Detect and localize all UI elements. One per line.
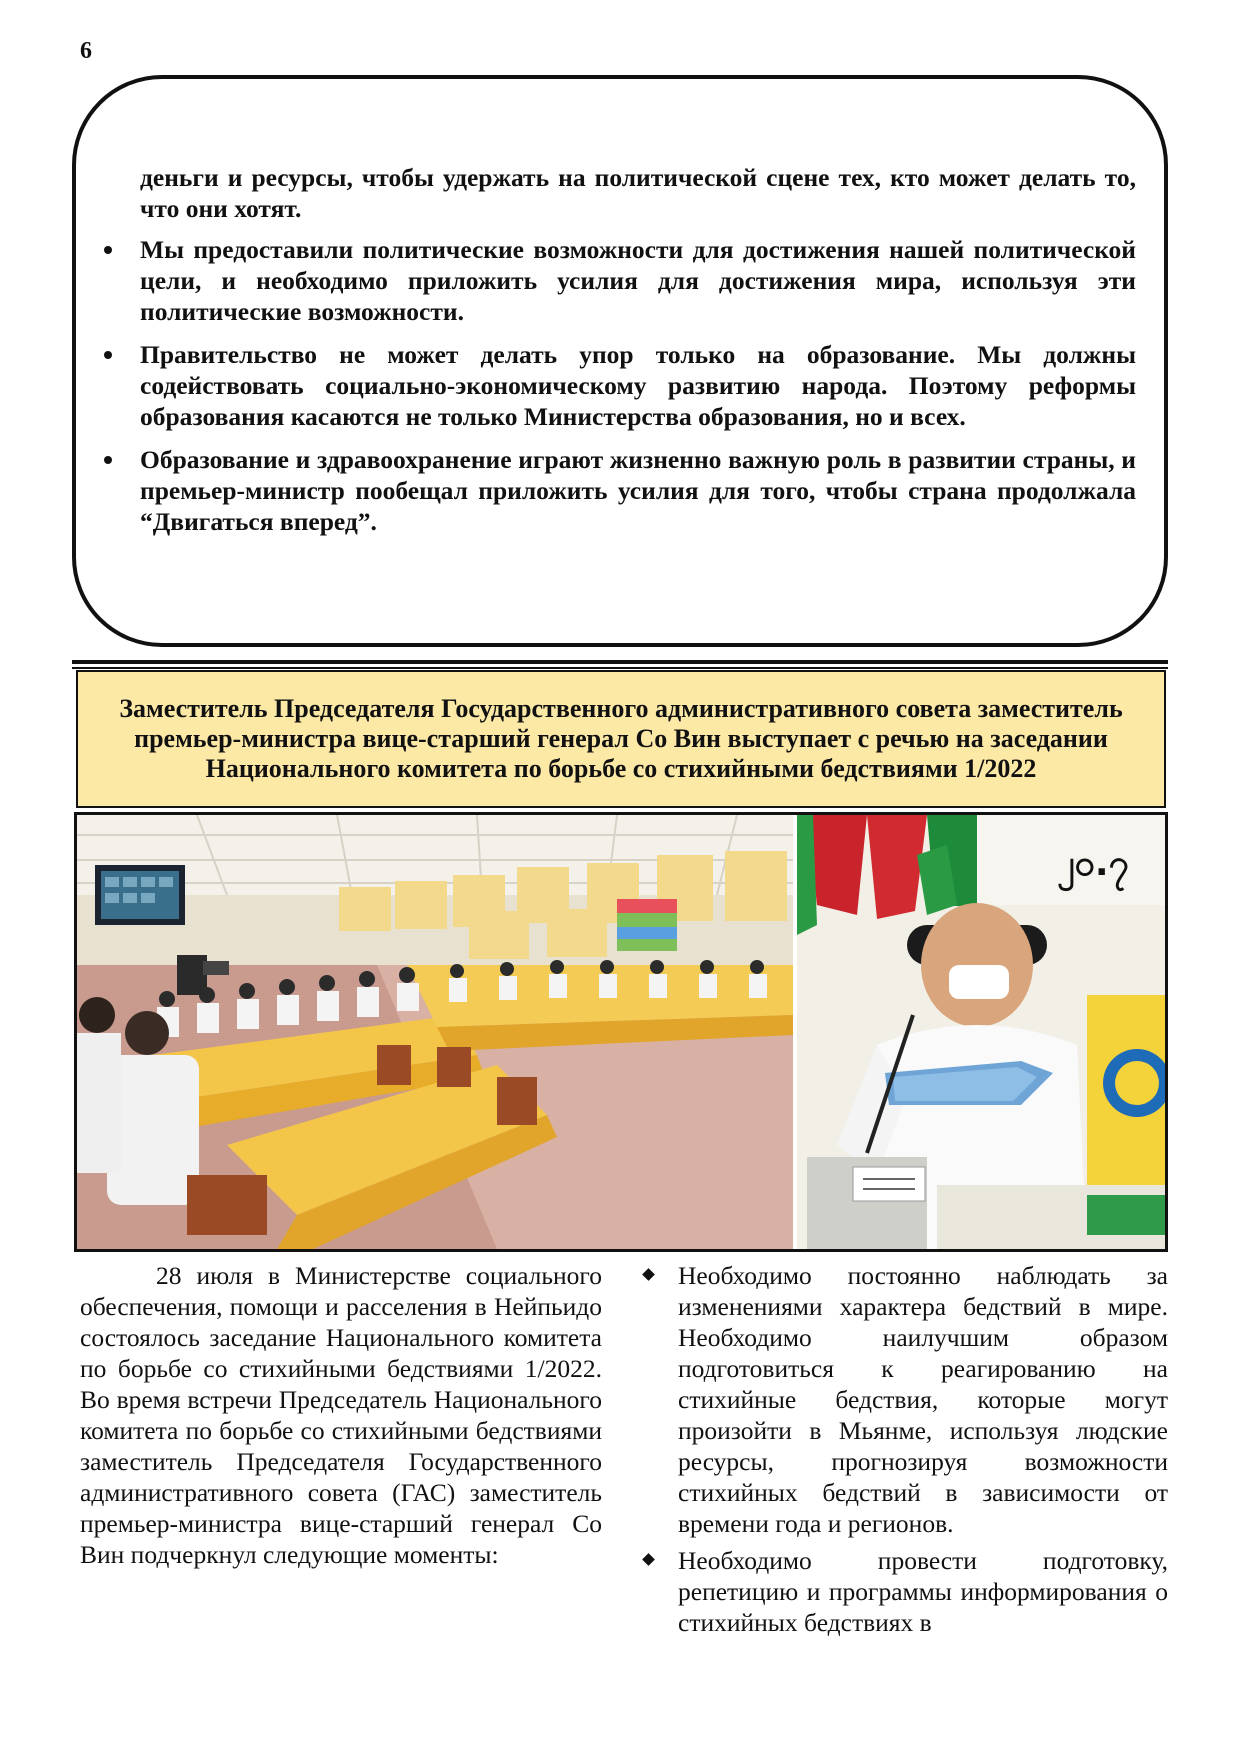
- box-bullet-item: [100, 234, 1136, 327]
- article-left-column: [80, 1260, 602, 1570]
- box-bullet-list: [100, 234, 1136, 537]
- meeting-hall-photo: [77, 815, 793, 1249]
- box-bullet-text: Правительство не может делать упор только на образование. Мы должны содействовать социально-экономическому развитию народа. Поэтому реформы образования касаются не только Министерства образования, но и всех.: [140, 340, 1136, 431]
- speaker-photo: [797, 815, 1165, 1249]
- article-right-column: [640, 1260, 1168, 1644]
- banner-text: ၂၀.၇: [1057, 843, 1129, 884]
- box-bullet-text: Мы предоставили политические возможности для достижения нашей политической цели, и необходимо приложить усилия для достижения мира, используя эти политические возможности.: [140, 235, 1136, 326]
- article-bullet-item: [640, 1545, 1168, 1638]
- bullet-icon: [104, 456, 112, 464]
- bullet-icon: [104, 246, 112, 254]
- article-paragraph: 28 июля в Министерстве социального обеспечения, помощи и расселения в Нейпьидо состоялось заседание Национального комитета по борьбе со стихийными бедствиями 1/2022. Во время встречи Председатель Национального комитета по борьбе со стихийными бедствиями заместитель Председателя Государственного административного совета (ГАС) заместитель премьер-министра вице-старший генерал Со Вин подчеркнул следующие моменты:: [80, 1261, 602, 1569]
- article-bullet-item: [640, 1260, 1168, 1539]
- diamond-bullet-icon: [642, 1268, 655, 1281]
- article-bullet-text: Необходимо постоянно наблюдать за изменениями характера бедствий в мире. Необходимо наилучшим образом подготовиться к реагированию на стихийные бедствия, которые могут произойти в Мьянме, используя людские ресурсы, прогнозируя возможности стихийных бедствий в зависимости от времени года и регионов.: [678, 1261, 1168, 1538]
- article-photo: [74, 812, 1168, 1252]
- headline-text: Заместитель Председателя Государственного административного совета заместитель премьер-министра вице-старший генерал Со Вин выступает с речью на заседании Национального комитета по борьбе со стихийными бедствиями 1/2022: [119, 694, 1123, 783]
- article-bullet-list: [640, 1260, 1168, 1638]
- article-headline: [76, 670, 1166, 808]
- diamond-bullet-icon: [642, 1553, 655, 1566]
- divider-rule: [72, 667, 1168, 669]
- box-bullet-item: [100, 444, 1136, 537]
- divider-rule: [72, 660, 1168, 664]
- page-number: 6: [80, 38, 92, 64]
- article-bullet-text: Необходимо провести подготовку, репетицию и программы информирования о стихийных бедствиях в: [678, 1546, 1168, 1637]
- bullet-icon: [104, 351, 112, 359]
- box-intro: деньги и ресурсы, чтобы удержать на политической сцене тех, кто может делать то, что они хотят.: [140, 163, 1136, 223]
- box-bullet-item: [100, 339, 1136, 432]
- quote-box: [100, 162, 1136, 549]
- box-bullet-text: Образование и здравоохранение играют жизненно важную роль в развитии страны, и премьер-министр пообещал приложить усилия для того, чтобы страна продолжала “Двигаться вперед”.: [140, 445, 1136, 536]
